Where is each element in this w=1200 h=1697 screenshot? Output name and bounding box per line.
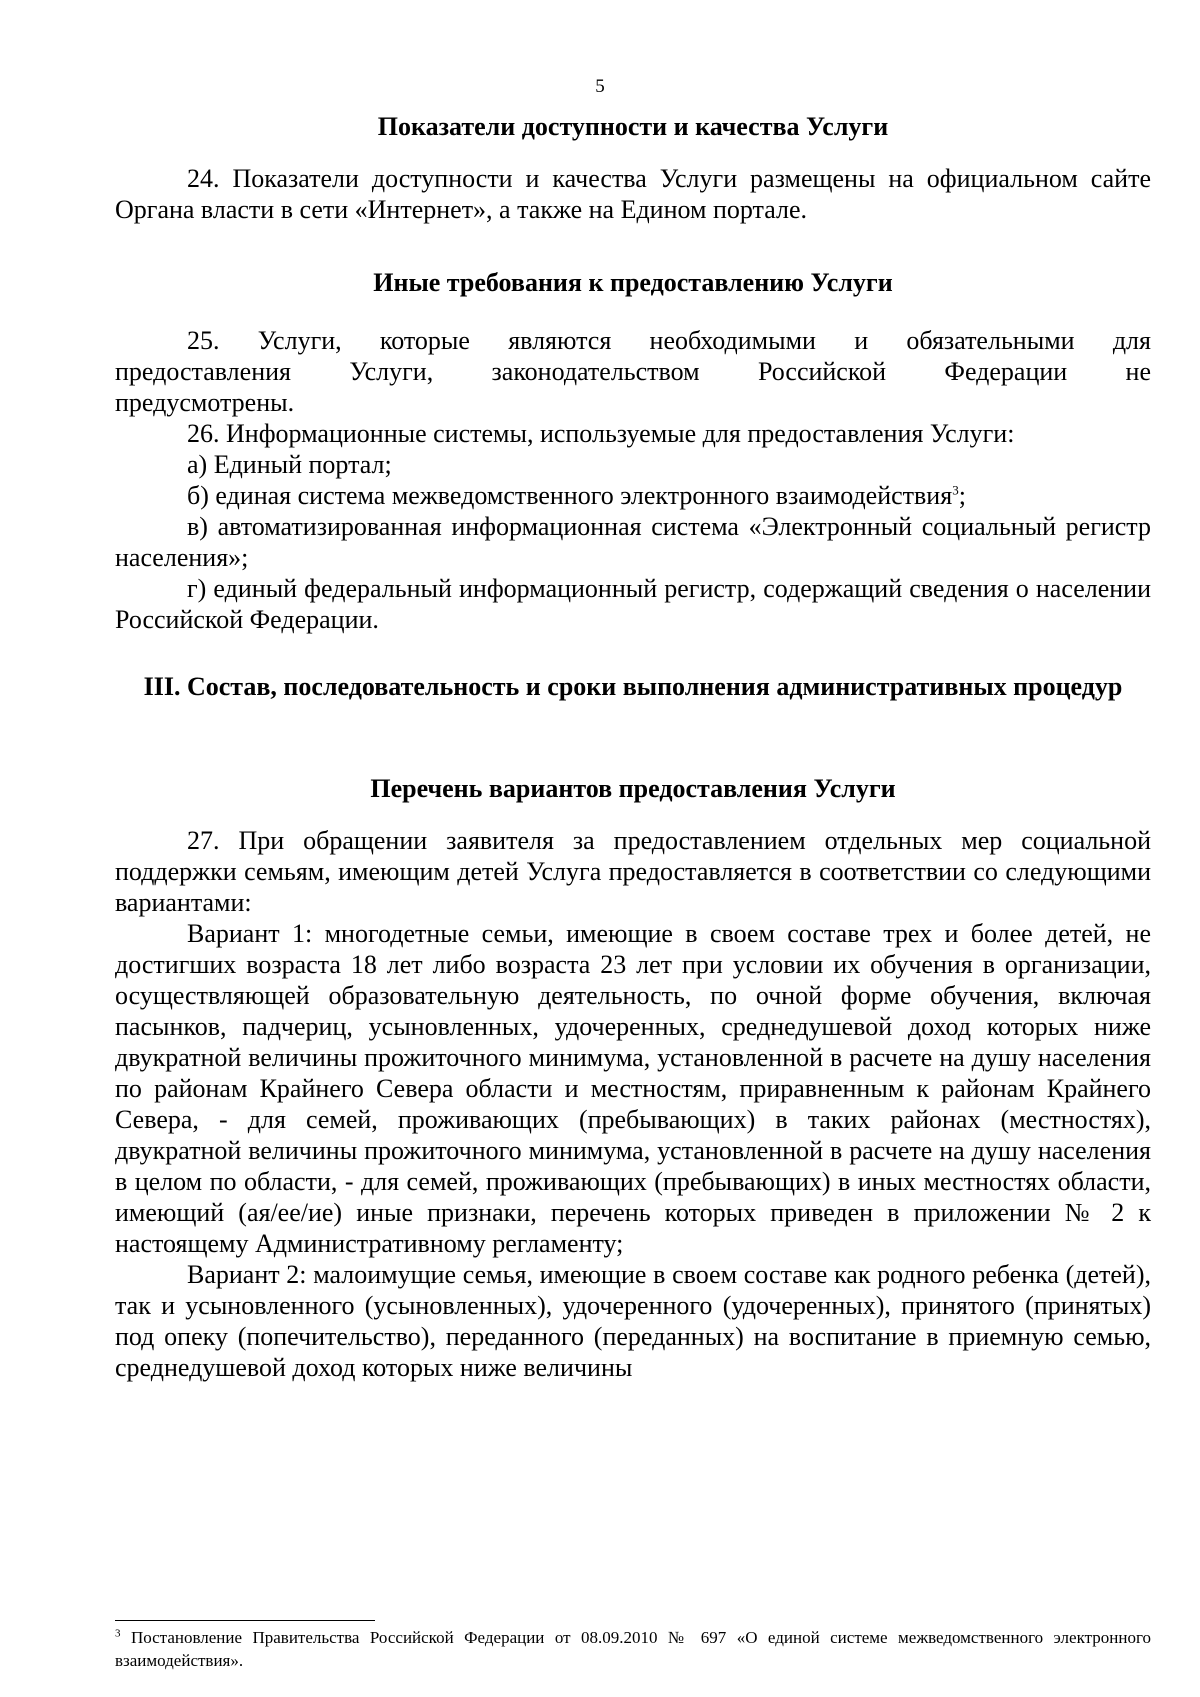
- footnote-text: Постановление Правительства Российской Федерации от 08.09.2010 № 697 «О единой системе межведомственного электронного взаимодействия».: [115, 1628, 1151, 1670]
- section-heading-other-requirements: Иные требования к предоставлению Услуги: [373, 268, 893, 297]
- variant-2: Вариант 2: малоимущие семья, имеющие в своем составе как родного ребенка (детей), так и усыновленного (усыновленных), удочеренного (удочеренных), принятого (принятых) под опеку (попечительство), переданного (переданных) на воспитание в приемную семью, среднедушевой доход которых ниже величины: [115, 1260, 1151, 1382]
- variant-1: Вариант 1: многодетные семьи, имеющие в своем составе трех и более детей, не достигших возраста 18 лет либо возраста 23 лет при условии их обучения в организации, осуществляющей образовательную деятельность, по очной форме обучения, включая пасынков, падчериц, усыновленных, удочеренных, среднедушевой доход которых ниже двукратной величины прожиточного минимума, установленной в расчете на душу населения по районам Крайнего Севера области и местностям, приравненным к районам Крайнего Севера, - для семей, проживающих (пребывающих) в таких районах (местностях), двукратной величины прожиточного минимума, установленной в расчете на душу населения в целом по области, - для семей, проживающих (пребывающих) в иных местностях области, имеющий (ая/ее/ие) иные признаки, перечень которых приведен в приложении № 2 к настоящему Административному регламенту;: [115, 919, 1151, 1258]
- section-heading-availability: Показатели доступности и качества Услуги: [377, 112, 889, 141]
- paragraph-27: 27. При обращении заявителя за предоставлением отдельных мер социальной поддержки семьям, имеющим детей Услуга предоставляется в соответствии со следующими вариантами:: [115, 826, 1151, 917]
- paragraph-26-b-tail: ;: [958, 481, 966, 510]
- paragraph-24-block: [115, 163, 1151, 225]
- paragraph-26-b: [115, 480, 1151, 511]
- paragraphs-25-26-block: [115, 325, 1151, 635]
- section-heading-variants: Перечень вариантов предоставления Услуги: [370, 774, 896, 803]
- chapter-heading-iii: III. Состав, последовательность и сроки выполнения административных процедур: [143, 672, 1123, 701]
- paragraph-25-line-2: предоставления Услуги, законодательством Российской Федерации не: [115, 357, 1151, 386]
- paragraph-26: 26. Информационные системы, используемые для предоставления Услуги:: [187, 419, 1015, 448]
- footnote-reference: 3: [952, 482, 959, 498]
- footnote-mark: 3: [115, 1627, 121, 1640]
- paragraph-27-block: [115, 825, 1151, 1383]
- paragraph-25-line-1: 25. Услуги, которые являются необходимыми и обязательными для: [187, 326, 1151, 355]
- paragraph-26-v: в) автоматизированная информационная система «Электронный социальный регистр населения»;: [115, 512, 1151, 572]
- footnote-separator: [115, 1620, 375, 1621]
- paragraph-25-line-3: предусмотрены.: [115, 388, 295, 417]
- footnote: [115, 1626, 1151, 1672]
- page-number: 5: [595, 76, 605, 97]
- paragraph-26-g: г) единый федеральный информационный регистр, содержащий сведения о населении Российской Федерации.: [115, 574, 1151, 634]
- paragraph-24: 24. Показатели доступности и качества Услуги размещены на официальном сайте Органа власти в сети «Интернет», а также на Едином портале.: [115, 164, 1151, 224]
- paragraph-26-a: а) Единый портал;: [187, 450, 392, 479]
- paragraph-26-b-text: б) единая система межведомственного электронного взаимодействия: [187, 481, 953, 510]
